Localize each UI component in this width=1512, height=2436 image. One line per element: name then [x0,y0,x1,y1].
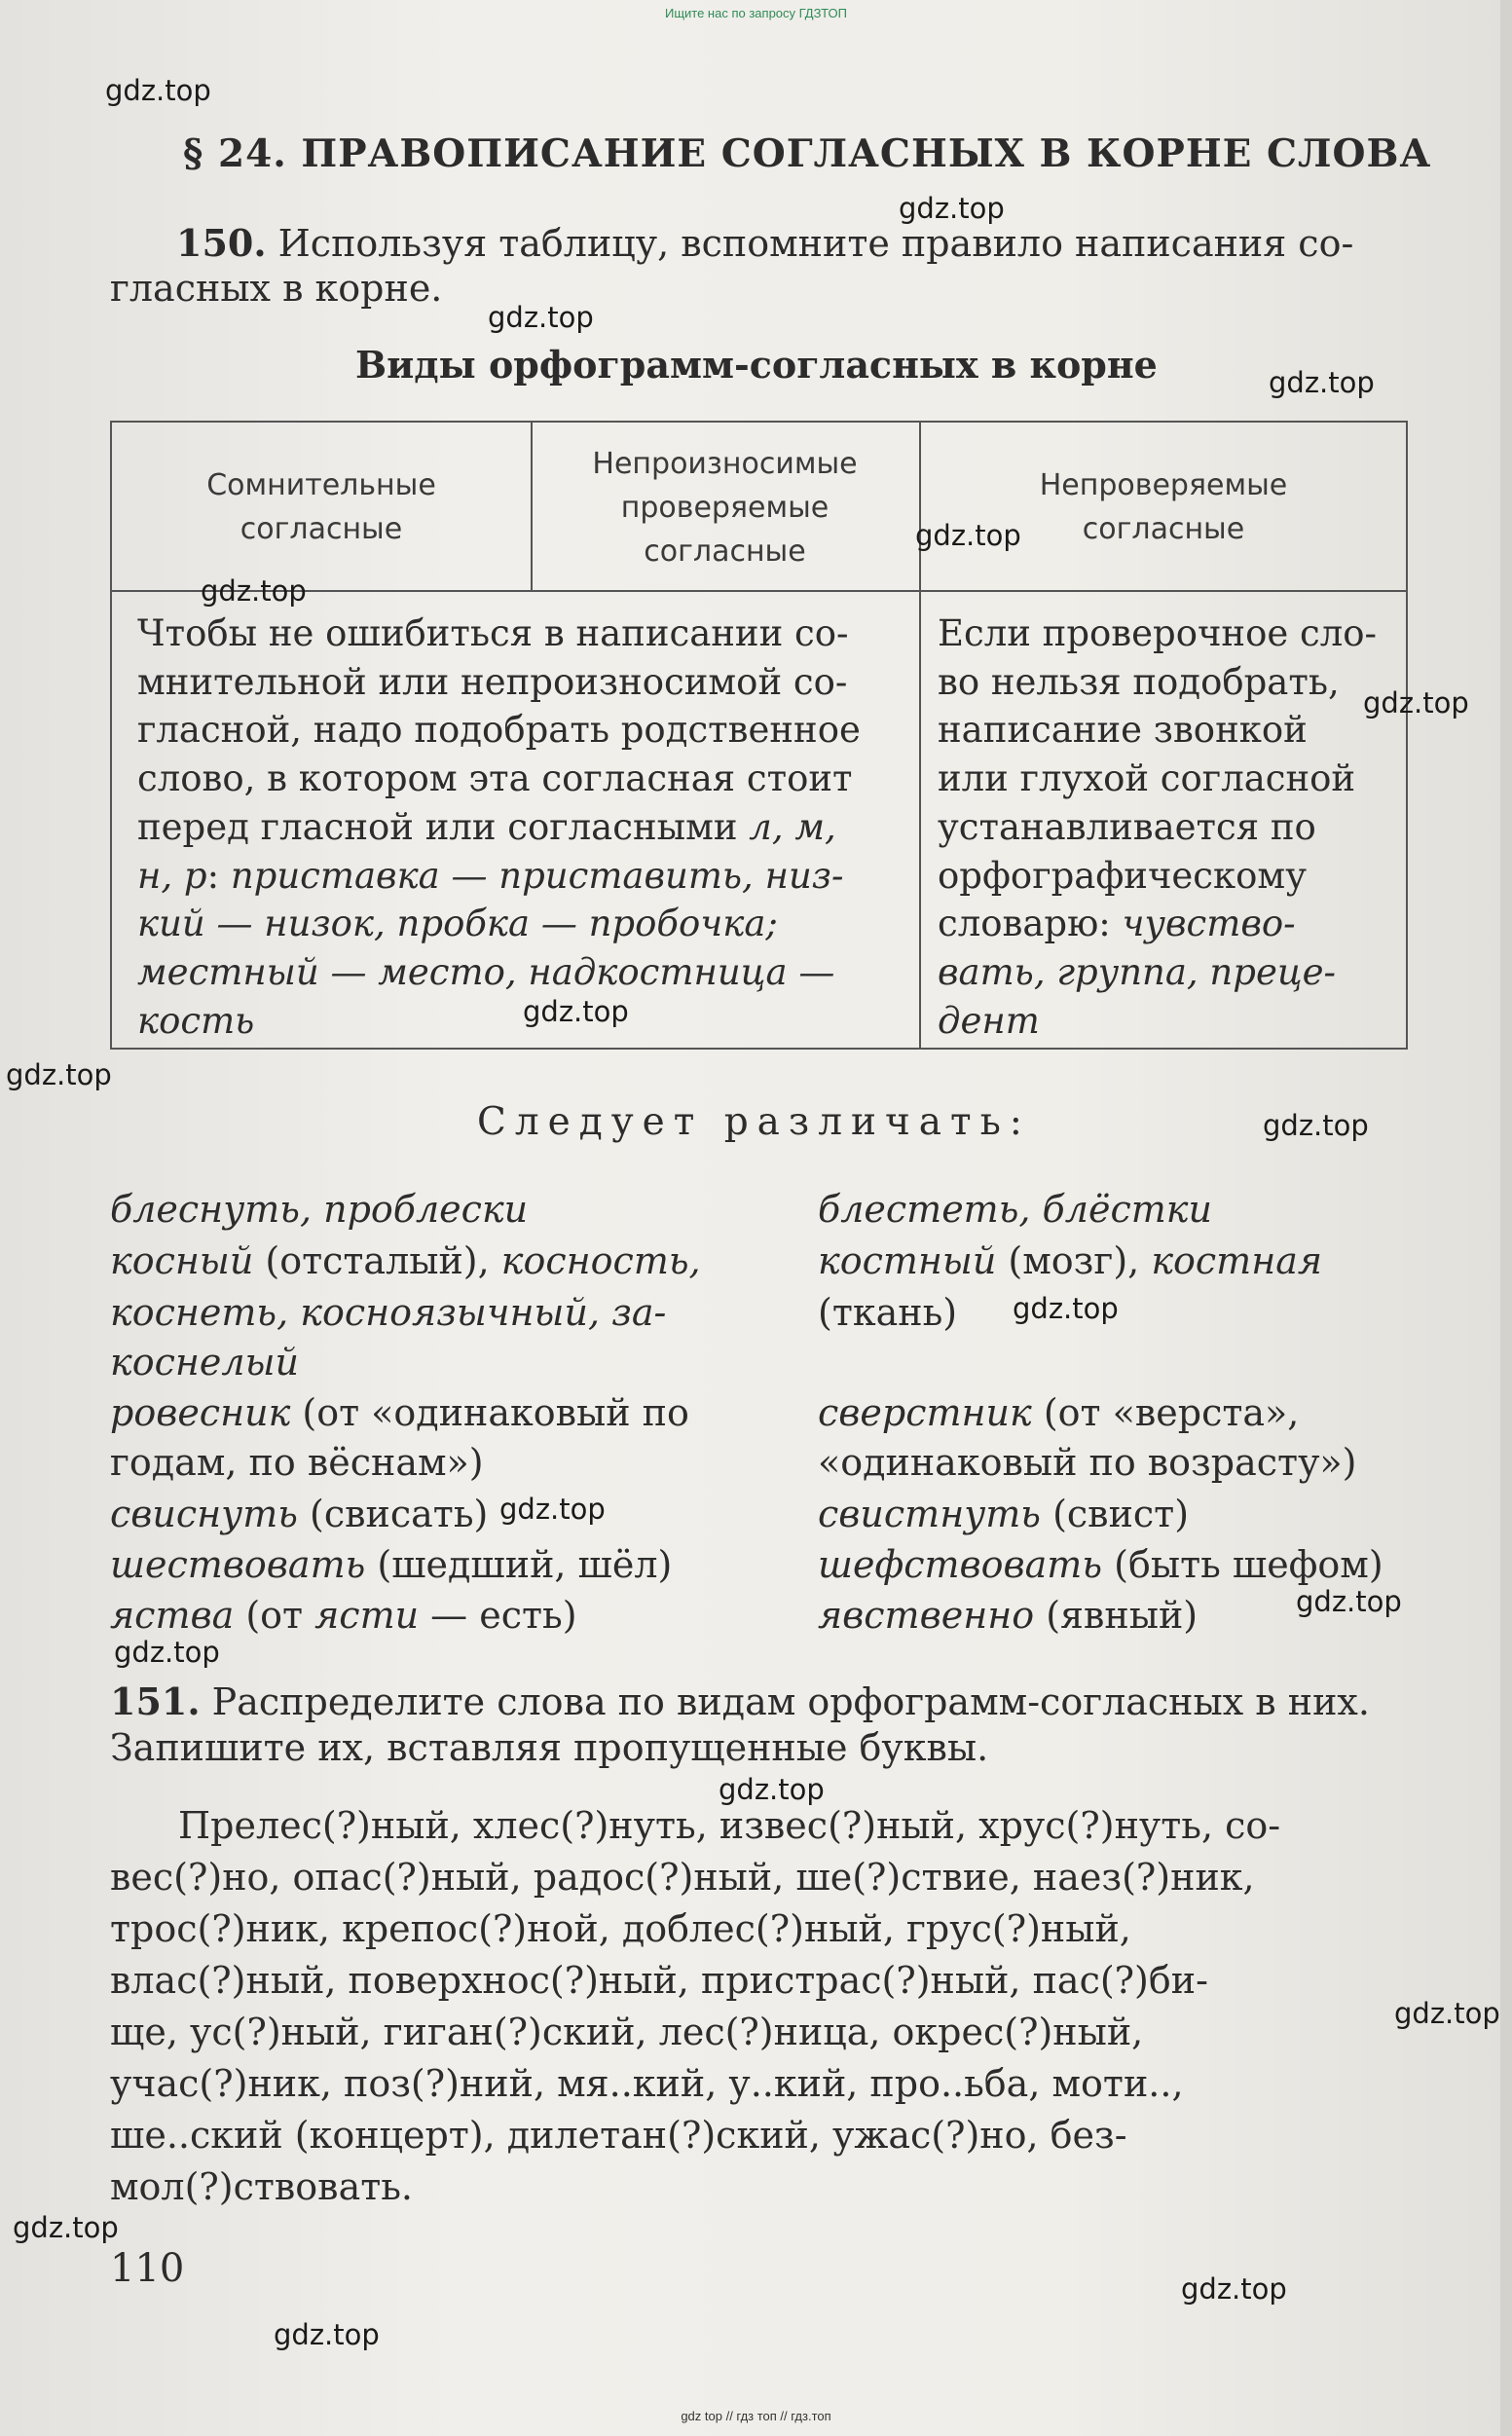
pair-word: косность, [500,1239,701,1282]
rule-letters: л, м, [749,805,836,848]
watermark: gdz.top [1296,1585,1402,1618]
word-line-5: ще, ус(?)ный, гиган(?)ский, лес(?)ница, окрес(?)ный, [110,2011,1144,2053]
pair-right-7 [818,1542,1383,1587]
watermark: gdz.top [523,995,629,1028]
pair-note: (свисать) [297,1493,489,1535]
watermark: gdz.top [1013,1292,1119,1325]
pair-right-4 [818,1390,1299,1435]
rule-example: местный — место, надкостница — [137,950,835,993]
pair-word: костная [1151,1239,1323,1282]
pair-right-1: блестеть, блёстки [818,1188,1212,1231]
watermark: gdz.top [915,519,1021,552]
exercise-150-line-1 [176,221,1353,266]
pair-note: — есть) [419,1594,577,1637]
pair-note: (явный) [1034,1594,1199,1637]
header-text: согласные [240,512,403,546]
rule-line: или глухой согласной [938,757,1356,800]
pair-right-8 [818,1593,1198,1638]
table-header-unpronounceable [531,442,919,573]
table-title: Виды орфограмм-согласных в корне [355,343,1158,387]
spelling-rules-table [110,421,1408,1050]
pair-word: яства [110,1594,235,1637]
bottom-banner[interactable]: gdz top // гдз топ // гдз.топ [681,2409,831,2423]
rule-line: устанавливается по [938,805,1316,848]
watermark: gdz.top [105,74,211,107]
watermark: gdz.top [719,1773,825,1806]
pair-left-5 [110,1390,689,1435]
pair-word: шествовать [110,1543,366,1586]
watermark: gdz.top [201,574,307,608]
header-text: согласные [644,535,806,569]
watermark: gdz.top [114,1636,220,1669]
pair-left-4: коснелый [110,1341,299,1384]
pair-left-7 [110,1492,488,1536]
watermark: gdz.top [488,301,594,334]
watermark: gdz.top [899,192,1005,225]
header-text: согласные [1082,512,1245,546]
rule-line: гласной, надо подобрать родственное [137,709,861,752]
exercise-150-number: 150. [176,221,267,265]
watermark: gdz.top [13,2211,119,2244]
header-text: Непроизносимые [592,447,858,481]
watermark: gdz.top [6,1058,112,1091]
rule-line: Чтобы не ошибиться в написании со- [137,612,849,654]
exercise-151-text-1: Распределите слова по видам орфограмм-согласных в них. [211,1680,1370,1723]
word-line-6: учас(?)ник, поз(?)ний, мя..кий, у..кий, про..ьба, моти.., [110,2062,1184,2105]
pair-right-6 [818,1492,1189,1536]
word-line-4: влас(?)ный, поверхнос(?)ный, пристрас(?)ный, пас(?)би- [110,1959,1208,2002]
exercise-150-text-1: Используя таблицу, вспомните правило написания со- [277,222,1354,265]
pair-word: свиснуть [110,1493,298,1535]
word-line-1: Прелес(?)ный, хлес(?)нуть, извес(?)ный, хрус(?)нуть, со- [178,1804,1281,1847]
pair-left-6: годам, по вёснам») [110,1441,484,1484]
pair-note: (мозг), [996,1239,1152,1282]
exercise-151-line-2: Запишите их, вставляя пропущенные буквы. [110,1726,989,1769]
rule-line: Если проверочное сло- [938,612,1378,654]
rule-line [137,852,861,901]
rule-example: вать, группа, преце- [938,950,1337,993]
pair-note: (быть шефом) [1102,1543,1383,1586]
rule-letters: н, р [137,854,207,897]
rule-example: чувство- [1122,903,1296,945]
rule-line: орфографическому [938,854,1307,897]
rule-text: перед гласной или согласными [137,805,750,848]
watermark: gdz.top [274,2318,380,2351]
header-text: проверяемые [620,491,830,525]
rule-line: мнительной или непроизносимой со- [137,660,848,703]
pair-word: свистнуть [818,1493,1041,1535]
pair-word: сверстник [818,1391,1032,1434]
pair-right-3: (ткань) [818,1291,958,1334]
rule-line: слово, в котором эта согласная стоит [137,757,853,800]
watermark: gdz.top [1269,366,1375,399]
rule-example: кий — низок, пробка — пробочка; [137,903,778,945]
word-line-7: ше..ский (концерт), дилетан(?)ский, ужас(?)но, без- [110,2114,1127,2157]
rule-line [137,803,861,852]
pair-word: шефствовать [818,1543,1103,1586]
pair-left-1: блеснуть, проблески [110,1188,529,1231]
page-edge-shadow [1500,0,1512,2436]
watermark: gdz.top [1394,1997,1500,2030]
rule-text: : [206,854,231,897]
pair-note: (шедший, шёл) [365,1543,673,1586]
watermark: gdz.top [1181,2272,1287,2306]
pair-word: ровесник [110,1391,291,1434]
watermark: gdz.top [499,1493,606,1526]
pair-left-3: коснеть, косноязычный, за- [110,1291,667,1334]
header-text: Непроверяемые [1039,468,1288,502]
pair-note: (свист) [1040,1493,1190,1535]
pair-word: ясти [314,1594,420,1637]
table-header-dubious [112,463,531,551]
pair-word: костный [818,1239,997,1282]
top-banner[interactable]: Ищите нас по запросу ГДЗТОП [664,6,847,20]
page-number: 110 [110,2246,185,2291]
pair-word: косный [110,1239,254,1282]
pair-left-8 [110,1542,672,1587]
pair-word: явственно [818,1594,1035,1637]
word-line-3: трос(?)ник, крепос(?)ной, доблес(?)ный, грус(?)ный, [110,1907,1131,1950]
rule-line [938,900,1377,948]
pair-left-9 [110,1593,577,1638]
rule-example: кость [137,999,255,1042]
watermark: gdz.top [1263,1109,1369,1142]
table-rule-left [137,609,861,1045]
distinguish-heading: Следует различать: [477,1100,1031,1144]
exercise-151-line-1 [110,1679,1370,1724]
rule-line: во нельзя подобрать, [938,660,1340,703]
rule-example: приставка — приставить, низ- [230,854,844,897]
rule-line: написание звонкой [938,709,1308,752]
pair-right-2 [818,1238,1322,1283]
pair-left-2 [110,1238,701,1283]
pair-note: (от «верста», [1031,1391,1300,1434]
table-rule-right [938,609,1377,1045]
pair-note: (от «одинаковый по [290,1391,689,1434]
exercise-150-line-2: гласных в корне. [110,267,443,310]
pair-right-5: «одинаковый по возрасту») [818,1441,1357,1484]
rule-example: дент [938,999,1040,1042]
word-line-2: вес(?)но, опас(?)ный, радос(?)ный, ше(?)ствие, наез(?)ник, [110,1856,1255,1899]
pair-note: (отсталый), [253,1239,501,1282]
pair-note: (от [234,1594,315,1637]
exercise-151-number: 151. [110,1679,201,1723]
header-text: Сомнительные [206,468,436,502]
rule-text: словарю: [938,903,1123,945]
watermark: gdz.top [1363,686,1469,720]
section-heading: § 24. ПРАВОПИСАНИЕ СОГЛАСНЫХ В КОРНЕ СЛОВА [183,131,1432,176]
word-line-8: мол(?)ствовать. [110,2165,414,2208]
